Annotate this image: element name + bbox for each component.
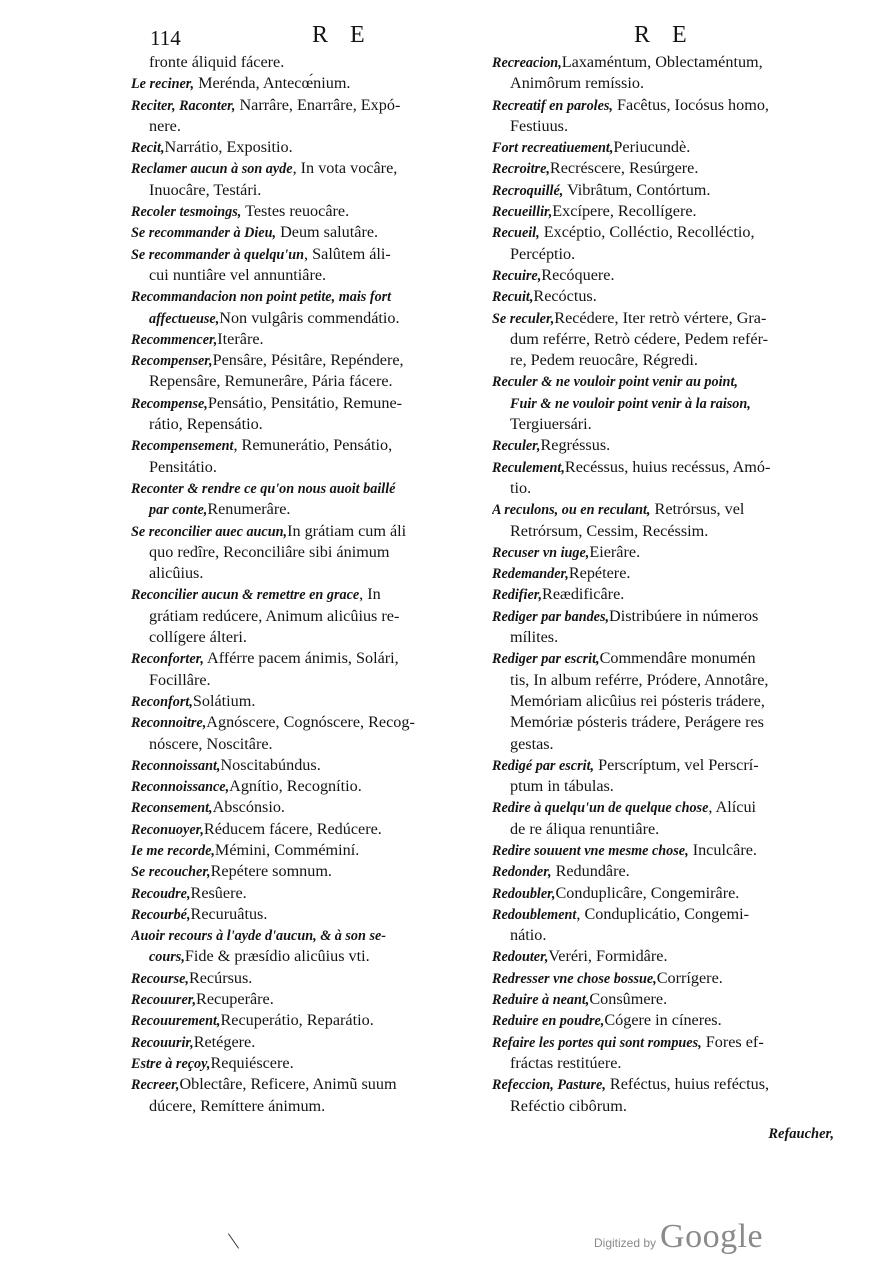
entry-line bbox=[492, 904, 829, 925]
latin-gloss: tio. bbox=[510, 478, 532, 497]
latin-gloss: Narrâre, Enarrâre, Expó- bbox=[235, 95, 401, 114]
headword: Reconnoissant, bbox=[131, 757, 221, 774]
entry-line bbox=[131, 989, 466, 1010]
headword: Reclamer aucun à son ayde bbox=[131, 161, 293, 178]
entry-line bbox=[492, 755, 829, 776]
headword: Refeccion, Pasture, bbox=[492, 1077, 606, 1094]
latin-gloss: Retégere. bbox=[193, 1032, 256, 1051]
entry-line bbox=[131, 691, 466, 712]
entry-line bbox=[492, 1032, 829, 1053]
entry-line bbox=[131, 584, 466, 605]
headword: Recreacion, bbox=[492, 55, 562, 71]
latin-gloss: Percéptio. bbox=[510, 244, 576, 263]
latin-gloss: Afférre pacem ánimis, Solári, bbox=[203, 649, 399, 668]
entry-line bbox=[492, 1096, 829, 1117]
latin-gloss: Non vulgâris commendátio. bbox=[219, 308, 400, 327]
entry-line bbox=[131, 308, 466, 329]
latin-gloss: Retrórsus, vel bbox=[650, 500, 745, 519]
latin-gloss: de re áliqua renuntiâre. bbox=[510, 819, 660, 838]
latin-gloss: dum reférre, Retrò cédere, Pedem refér- bbox=[510, 329, 769, 348]
latin-gloss: Iterâre. bbox=[217, 329, 264, 348]
entry-line bbox=[492, 734, 829, 755]
entry-line bbox=[492, 627, 829, 648]
entry-line bbox=[492, 797, 829, 818]
entry-line bbox=[492, 478, 829, 499]
entry-line bbox=[492, 968, 829, 989]
headword: Recit, bbox=[131, 140, 165, 157]
latin-gloss: Inuocâre, Testári. bbox=[149, 180, 262, 199]
entry-line bbox=[492, 648, 829, 669]
entry-line bbox=[131, 95, 466, 116]
latin-gloss: Recédere, Iter retrò vértere, Gra- bbox=[554, 308, 767, 327]
entry-line bbox=[492, 457, 829, 478]
headword: Rediger par bandes, bbox=[492, 608, 610, 625]
headword: A reculons, ou en reculant, bbox=[492, 502, 651, 519]
headword: Recompensement bbox=[131, 438, 234, 455]
left-column bbox=[131, 52, 466, 1117]
entry-line bbox=[492, 946, 829, 967]
entry-line bbox=[492, 776, 829, 797]
latin-gloss: Redundâre. bbox=[551, 862, 630, 881]
latin-gloss: , In vota vocâre, bbox=[292, 159, 398, 178]
entry-line bbox=[492, 691, 829, 712]
headword: Reconfort, bbox=[131, 693, 193, 710]
entry-line bbox=[492, 158, 829, 179]
entry-line bbox=[492, 521, 829, 542]
latin-gloss: Solátium. bbox=[192, 691, 256, 710]
entry-line bbox=[492, 222, 829, 243]
headword: Ie me recorde, bbox=[131, 842, 215, 859]
latin-gloss: , Conduplicátio, Congemi- bbox=[576, 904, 749, 923]
entry-line bbox=[131, 180, 466, 201]
entry-line bbox=[131, 606, 466, 627]
headword: Recuit, bbox=[492, 289, 534, 306]
entry-line bbox=[131, 734, 466, 755]
headword: Auoir recours à l'ayde d'aucun, & à son se- bbox=[131, 928, 387, 945]
entry-line bbox=[492, 414, 829, 435]
latin-gloss: Inculcâre. bbox=[688, 840, 757, 859]
latin-gloss: , In bbox=[359, 585, 381, 604]
headword: Reconnoissance, bbox=[131, 779, 230, 796]
headword: Reduire en poudre, bbox=[492, 1013, 605, 1030]
entry-line bbox=[131, 883, 466, 904]
running-head-right: R E bbox=[634, 22, 695, 48]
latin-gloss: Abscónsio. bbox=[212, 798, 285, 817]
entry-line bbox=[492, 95, 829, 116]
entry-line bbox=[131, 542, 466, 563]
headword: Recreer, bbox=[131, 1077, 180, 1094]
headword: Recompense, bbox=[131, 395, 208, 412]
latin-gloss: Merénda, Antecœ́nium. bbox=[194, 74, 351, 93]
latin-gloss: Pensitátio. bbox=[149, 457, 217, 476]
latin-gloss: Consûmere. bbox=[589, 990, 668, 1009]
latin-gloss: re, Pedem reuocâre, Régredi. bbox=[510, 351, 698, 370]
latin-gloss: Memóriæ pósteris trádere, Perágere res bbox=[510, 713, 764, 732]
headword: Recouurer, bbox=[131, 992, 197, 1009]
latin-gloss: Agnóscere, Cognóscere, Recog- bbox=[206, 713, 415, 732]
entry-line bbox=[131, 222, 466, 243]
headword: Reconuoyer, bbox=[131, 821, 204, 838]
entry-line bbox=[131, 329, 466, 350]
headword: Recouurir, bbox=[131, 1034, 194, 1051]
latin-gloss: In grátiam cum áli bbox=[287, 521, 407, 540]
entry-line bbox=[131, 712, 466, 733]
latin-gloss: Réducem fácere, Redúcere. bbox=[203, 819, 382, 838]
entry-line bbox=[131, 840, 466, 861]
latin-gloss: , Alícui bbox=[708, 798, 757, 817]
headword: Redire souuent vne mesme chose, bbox=[492, 842, 689, 859]
latin-gloss: , Salûtem áli- bbox=[304, 244, 391, 263]
entry-line bbox=[492, 371, 829, 392]
latin-gloss: Distribúere in números bbox=[609, 606, 759, 625]
entry-line bbox=[492, 712, 829, 733]
latin-gloss: tis, In album reférre, Pródere, Annotâre, bbox=[510, 670, 769, 689]
headword: Recueillir, bbox=[492, 204, 553, 221]
headword: Reconnoitre, bbox=[131, 715, 207, 732]
latin-gloss: Periucundè. bbox=[613, 138, 691, 157]
headword: Reduire à neant, bbox=[492, 992, 590, 1009]
latin-gloss: Reféctus, huius reféctus, bbox=[605, 1075, 770, 1094]
latin-gloss: rátio, Repensátio. bbox=[149, 415, 263, 434]
latin-gloss: quo redîre, Reconciliâre sibi ánimum bbox=[149, 542, 390, 561]
stray-ink-mark bbox=[228, 1233, 239, 1248]
entry-line bbox=[131, 819, 466, 840]
headword: Le reciner, bbox=[131, 76, 195, 93]
latin-gloss: Laxaméntum, Oblectaméntum, bbox=[561, 53, 763, 71]
headword: Recoler tesmoings, bbox=[131, 204, 242, 221]
latin-gloss: gestas. bbox=[510, 734, 554, 753]
entry-line bbox=[131, 414, 466, 435]
entry-line bbox=[131, 755, 466, 776]
latin-gloss: Requiéscere. bbox=[210, 1053, 294, 1072]
entry-line bbox=[131, 670, 466, 691]
latin-gloss: Recuperâre. bbox=[196, 990, 274, 1009]
latin-gloss: Pensátio, Pensitátio, Remune- bbox=[207, 393, 403, 412]
latin-gloss: collígere álteri. bbox=[149, 628, 247, 647]
latin-gloss: ptum in tábulas. bbox=[510, 777, 614, 796]
latin-gloss: Perscríptum, vel Perscrí- bbox=[594, 755, 759, 774]
entry-line bbox=[131, 499, 466, 520]
headword: Redire à quelqu'un de quelque chose bbox=[492, 800, 709, 817]
entry-line bbox=[492, 819, 829, 840]
latin-gloss: Regréssus. bbox=[540, 436, 611, 455]
latin-gloss: Animôrum remíssio. bbox=[510, 74, 644, 93]
latin-gloss: Noscitabúndus. bbox=[220, 755, 321, 774]
entry-line bbox=[131, 244, 466, 265]
latin-gloss: Conduplicâre, Congemirâre. bbox=[555, 883, 740, 902]
entry-line bbox=[131, 457, 466, 478]
latin-gloss: Narrátio, Expositio. bbox=[164, 138, 293, 157]
latin-gloss: Deum salutâre. bbox=[276, 223, 379, 242]
latin-gloss: Corrígere. bbox=[656, 968, 723, 987]
entry-line bbox=[492, 925, 829, 946]
entry-line bbox=[492, 861, 829, 882]
headword: Recueil, bbox=[492, 225, 540, 242]
latin-gloss: Repétere. bbox=[568, 564, 631, 583]
headword: Recourse, bbox=[131, 970, 189, 987]
entry-line bbox=[492, 201, 829, 222]
headword: Reconter & rendre ce qu'on nous auoit baillé bbox=[131, 480, 396, 497]
headword: Reconforter, bbox=[131, 651, 204, 668]
latin-gloss: Eierâre. bbox=[589, 542, 641, 561]
headword: Redigé par escrit, bbox=[492, 757, 595, 774]
latin-gloss: Commendâre monumén bbox=[599, 649, 756, 668]
headword: Redoubler, bbox=[492, 885, 556, 902]
entry-line bbox=[131, 968, 466, 989]
entry-line bbox=[492, 989, 829, 1010]
latin-gloss: Pensâre, Pésitâre, Repéndere, bbox=[212, 351, 404, 370]
headword: Recuire, bbox=[492, 267, 542, 284]
headword: cours, bbox=[149, 949, 185, 966]
headword: Redifier, bbox=[492, 587, 543, 604]
entry-line bbox=[492, 542, 829, 563]
entry-line bbox=[492, 1053, 829, 1074]
headword: Redoublement bbox=[492, 906, 577, 923]
headword: Recuser vn iuge, bbox=[492, 544, 590, 561]
entry-line bbox=[131, 925, 466, 946]
entry-line bbox=[131, 861, 466, 882]
entry-line bbox=[492, 308, 829, 329]
entry-line bbox=[131, 137, 466, 158]
latin-gloss: grátiam redúcere, Animum alicûius re- bbox=[149, 606, 400, 625]
entry-line bbox=[131, 563, 466, 584]
entry-line bbox=[492, 1074, 829, 1095]
headword: Reciter, Raconter, bbox=[131, 97, 236, 114]
latin-gloss: Memóriam alicûius rei pósteris trádere, bbox=[510, 691, 765, 710]
entry-line bbox=[492, 244, 829, 265]
entry-line bbox=[131, 1096, 466, 1117]
latin-gloss: Renumerâre. bbox=[207, 500, 291, 519]
latin-gloss: Vibrâtum, Contórtum. bbox=[563, 180, 711, 199]
latin-gloss: dúcere, Remíttere ánimum. bbox=[149, 1096, 326, 1115]
headword: Recourbé, bbox=[131, 906, 191, 923]
entry-line bbox=[492, 265, 829, 286]
latin-gloss: Fide & præsídio alicûius vti. bbox=[184, 947, 370, 966]
headword: Se recommander à quelqu'un bbox=[131, 246, 305, 263]
latin-gloss: Recóquere. bbox=[541, 265, 615, 284]
latin-gloss: fráctas restitúere. bbox=[510, 1053, 622, 1072]
entry-line bbox=[131, 73, 466, 94]
headword: Fort recreatiuement, bbox=[492, 140, 614, 157]
entry-line bbox=[131, 521, 466, 542]
entry-line bbox=[492, 606, 829, 627]
entry-line bbox=[492, 116, 829, 137]
latin-gloss: Festiuus. bbox=[510, 116, 569, 135]
headword: Recouurement, bbox=[131, 1013, 221, 1030]
latin-gloss: nátio. bbox=[510, 926, 547, 945]
entry-line bbox=[492, 584, 829, 605]
latin-gloss: Facêtus, Iocósus homo, bbox=[612, 95, 769, 114]
headword: Recroquillé, bbox=[492, 182, 564, 199]
latin-gloss: Oblectâre, Reficere, Animũ suum bbox=[179, 1075, 397, 1094]
latin-gloss: Mémini, Comméminí. bbox=[214, 840, 360, 859]
latin-gloss: Resûere. bbox=[190, 883, 247, 902]
entry-line bbox=[131, 158, 466, 179]
entry-line bbox=[492, 435, 829, 456]
entry-line bbox=[492, 73, 829, 94]
entry-line bbox=[131, 946, 466, 967]
headword: Se reculer, bbox=[492, 310, 555, 327]
entry-line bbox=[492, 137, 829, 158]
latin-gloss: Veréri, Formidâre. bbox=[548, 947, 668, 966]
headword: Recommandacion non point petite, mais fort bbox=[131, 289, 392, 306]
entry-line bbox=[492, 329, 829, 350]
headword: Fuir & ne vouloir point venir à la raison, bbox=[510, 395, 751, 412]
page-number: 114 bbox=[150, 26, 181, 50]
entry-line bbox=[131, 904, 466, 925]
entry-line bbox=[131, 776, 466, 797]
catchword: Refaucher, bbox=[768, 1126, 834, 1142]
latin-gloss: Recuperátio, Reparátio. bbox=[220, 1011, 374, 1030]
entry-line bbox=[131, 797, 466, 818]
entry-line bbox=[492, 286, 829, 307]
entry-line bbox=[492, 670, 829, 691]
entry-line bbox=[131, 1053, 466, 1074]
entry-line bbox=[492, 883, 829, 904]
latin-gloss: Fores ef- bbox=[701, 1032, 764, 1051]
latin-gloss: Recuruâtus. bbox=[190, 904, 268, 923]
entry-line bbox=[131, 435, 466, 456]
latin-gloss: Tergiuersári. bbox=[510, 415, 592, 434]
headword: Redresser vne chose bossue, bbox=[492, 970, 657, 987]
headword: Se reconcilier auec aucun, bbox=[131, 523, 288, 540]
headword: Recoudre, bbox=[131, 885, 191, 902]
latin-gloss: Testes reuocâre. bbox=[241, 202, 350, 221]
right-column bbox=[492, 52, 829, 1117]
latin-gloss: Retrórsum, Cessim, Recéssim. bbox=[510, 521, 709, 540]
headword: Reconsement, bbox=[131, 800, 213, 817]
latin-gloss: mílites. bbox=[510, 628, 559, 647]
headword: par conte, bbox=[149, 502, 208, 519]
entry-line bbox=[492, 499, 829, 520]
latin-gloss: Reædificâre. bbox=[542, 585, 625, 604]
entry-line bbox=[131, 478, 466, 499]
headword: Recreatif en paroles, bbox=[492, 97, 613, 114]
headword: Estre à reçoy, bbox=[131, 1055, 211, 1072]
latin-gloss: Recóctus. bbox=[533, 287, 597, 306]
entry-line bbox=[131, 286, 466, 307]
entry-line bbox=[131, 52, 466, 73]
headword: Reculement, bbox=[492, 459, 565, 476]
latin-gloss: Focillâre. bbox=[149, 670, 211, 689]
latin-gloss: alicûius. bbox=[149, 564, 204, 583]
entry-line bbox=[492, 52, 829, 73]
headword: Refaire les portes qui sont rompues, bbox=[492, 1034, 702, 1051]
latin-gloss: Repensâre, Remunerâre, Pária fácere. bbox=[149, 372, 393, 391]
headword: Redonder, bbox=[492, 864, 552, 881]
latin-gloss: Repétere somnum. bbox=[210, 862, 332, 881]
latin-gloss: fronte áliquid fácere. bbox=[149, 53, 285, 71]
headword: affectueuse, bbox=[149, 310, 220, 327]
watermark-prefix: Digitized by bbox=[594, 1236, 657, 1250]
headword: Reculer & ne vouloir point venir au point, bbox=[492, 374, 738, 391]
latin-gloss: Agnítio, Recognítio. bbox=[229, 777, 362, 796]
latin-gloss: Recúrsus. bbox=[188, 968, 253, 987]
latin-gloss: Recéssus, huius recéssus, Amó- bbox=[564, 457, 771, 476]
entry-line bbox=[131, 627, 466, 648]
entry-line bbox=[492, 1010, 829, 1031]
latin-gloss: Recréscere, Resúrgere. bbox=[549, 159, 699, 178]
digitized-watermark bbox=[594, 1218, 763, 1256]
entry-line bbox=[131, 371, 466, 392]
entry-line bbox=[492, 180, 829, 201]
entry-line bbox=[131, 1032, 466, 1053]
latin-gloss: nóscere, Noscitâre. bbox=[149, 734, 273, 753]
entry-line bbox=[492, 840, 829, 861]
headword: Reconcilier aucun & remettre en grace bbox=[131, 587, 360, 604]
headword: Reculer, bbox=[492, 438, 541, 455]
latin-gloss: , Remunerátio, Pensátio, bbox=[233, 436, 393, 455]
headword: Se recommander à Dieu, bbox=[131, 225, 277, 242]
entry-line bbox=[131, 1074, 466, 1095]
entry-line bbox=[492, 393, 829, 414]
headword: Rediger par escrit, bbox=[492, 651, 600, 668]
headword: Redouter, bbox=[492, 949, 549, 966]
entry-line bbox=[492, 350, 829, 371]
entry-line bbox=[131, 350, 466, 371]
latin-gloss: cui nuntiâre vel annuntiâre. bbox=[149, 265, 327, 284]
entry-line bbox=[131, 648, 466, 669]
entry-line bbox=[131, 265, 466, 286]
watermark-logo: Google bbox=[660, 1218, 764, 1255]
latin-gloss: Excípere, Recollígere. bbox=[552, 202, 697, 221]
entry-line bbox=[131, 393, 466, 414]
latin-gloss: nere. bbox=[149, 116, 181, 135]
latin-gloss: Excéptio, Colléctio, Recolléctio, bbox=[539, 223, 755, 242]
entry-line bbox=[131, 1010, 466, 1031]
headword: Recompenser, bbox=[131, 353, 213, 370]
headword: Se recoucher, bbox=[131, 864, 211, 881]
headword: Redemander, bbox=[492, 566, 569, 583]
headword: Recommencer, bbox=[131, 331, 218, 348]
latin-gloss: Reféctio cibôrum. bbox=[510, 1096, 627, 1115]
entry-line bbox=[131, 201, 466, 222]
entry-line bbox=[131, 116, 466, 137]
running-head-left: R E bbox=[312, 22, 373, 48]
latin-gloss: Cógere in cíneres. bbox=[604, 1011, 722, 1030]
headword: Recroitre, bbox=[492, 161, 550, 178]
entry-line bbox=[492, 563, 829, 584]
